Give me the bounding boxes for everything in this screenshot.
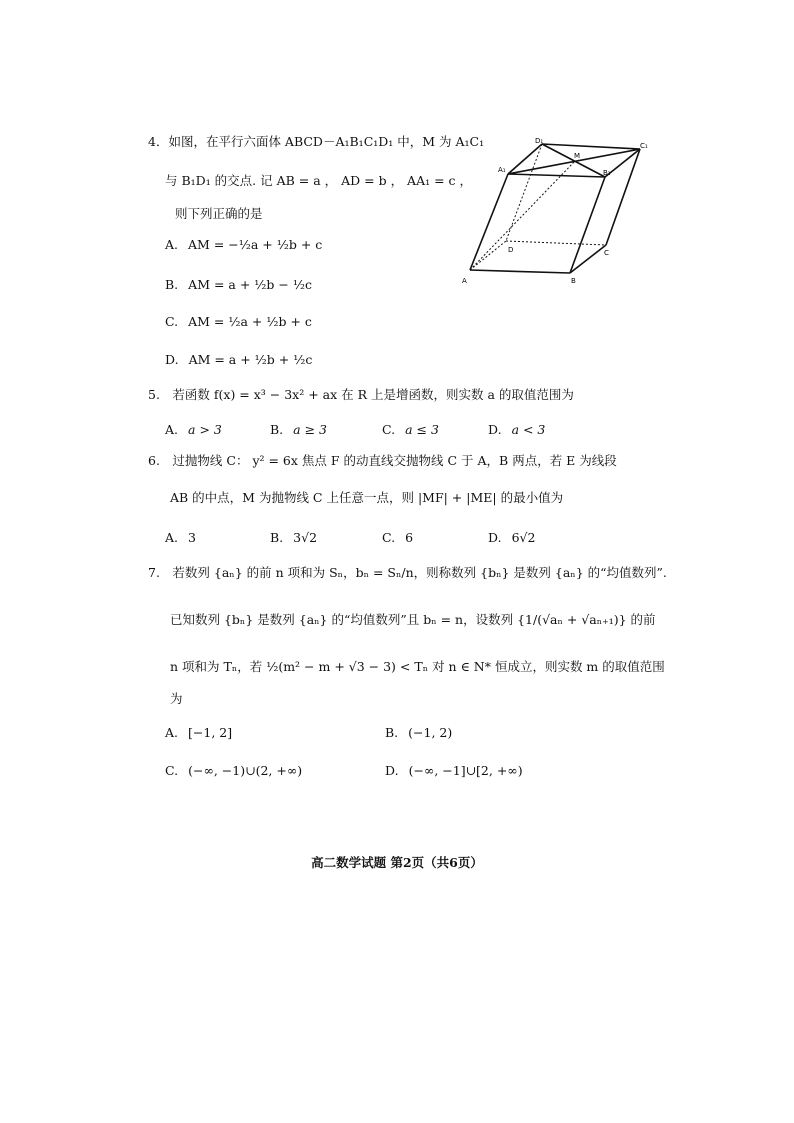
option-text: AM = −½a + ½b + c: [188, 237, 323, 252]
q7-option-c[interactable]: [165, 763, 302, 778]
q7-option-b[interactable]: [385, 725, 452, 740]
option-text: AM = a + ½b + ½c: [188, 352, 313, 367]
option-label: B.: [385, 725, 399, 740]
option-text: AM = a + ½b − ½c: [188, 277, 312, 292]
vertex-label-b: B: [571, 277, 576, 285]
q5-stem: 5. 若函数 f(x) = x³ − 3x² + ax 在 R 上是增函数，则实数 a 的取值范围为: [148, 387, 574, 402]
q7-line3: n 项和为 Tₙ，若 ½(m² − m + √3 − 3) < Tₙ 对 n ∈ N* 恒成立，则实数 m 的取值范围: [170, 659, 665, 674]
vertex-label-b1: B₁: [603, 169, 611, 177]
option-label: A.: [165, 237, 179, 252]
vertex-label-a: A: [462, 277, 467, 285]
option-label: A.: [165, 422, 179, 437]
option-text: a ≤ 3: [405, 422, 439, 437]
q6-option-b[interactable]: [270, 530, 317, 545]
option-label: B.: [270, 530, 284, 545]
q4-option-c[interactable]: [165, 314, 312, 329]
option-text: (−1, 2): [408, 725, 453, 740]
option-text: AM = ½a + ½b + c: [188, 314, 312, 329]
q4-line2: 与 B₁D₁ 的交点. 记 AB = a ， AD = b ， AA₁ = c ，: [165, 173, 473, 188]
q7-line1: 7. 若数列 {aₙ} 的前 n 项和为 Sₙ，bₙ = Sₙ/n，则称数列 {bₙ} 是数列 {aₙ} 的“均值数列”.: [148, 565, 667, 580]
q7-line4: 为: [170, 691, 183, 706]
option-label: D.: [165, 352, 179, 367]
q6-line2: AB 的中点，M 为抛物线 C 上任意一点，则 |MF| + |ME| 的最小值为: [170, 490, 564, 505]
q4-option-d[interactable]: [165, 352, 312, 367]
option-label: D.: [385, 763, 399, 778]
q6-option-d[interactable]: [488, 530, 535, 545]
vertex-label-a1: A₁: [498, 166, 506, 174]
option-text: 3√2: [293, 530, 318, 545]
q5-option-b[interactable]: [270, 422, 327, 437]
q7-line2: 已知数列 {bₙ} 是数列 {aₙ} 的“均值数列”且 bₙ = n，设数列 {1/(√aₙ + √aₙ₊₁)} 的前: [170, 612, 656, 627]
q4-line3: 则下列正确的是: [175, 206, 263, 221]
vertex-label-d1: D₁: [535, 137, 544, 145]
q6-option-c[interactable]: [382, 530, 413, 545]
option-label: A.: [165, 530, 179, 545]
q6-option-a[interactable]: [165, 530, 196, 545]
option-text: [−1, 2]: [188, 725, 233, 740]
option-text: 3: [188, 530, 196, 545]
option-text: a > 3: [188, 422, 222, 437]
option-text: (−∞, −1)∪(2, +∞): [188, 763, 303, 778]
q5-option-a[interactable]: [165, 422, 222, 437]
q5-option-d[interactable]: [488, 422, 545, 437]
point-label-m: M: [574, 152, 581, 160]
vertex-label-c1: C₁: [640, 142, 648, 150]
q7-option-a[interactable]: [165, 725, 232, 740]
q5-option-c[interactable]: [382, 422, 439, 437]
parallelepiped-figure: [460, 135, 660, 295]
vertex-label-d: D: [508, 246, 514, 254]
page-footer: 高二数学试题 第2页（共6页）: [311, 855, 483, 870]
option-label: D.: [488, 422, 502, 437]
option-label: C.: [165, 763, 179, 778]
q4-line1: 4．如图，在平行六面体 ABCD－A₁B₁C₁D₁ 中，M 为 A₁C₁: [148, 134, 485, 149]
option-label: D.: [488, 530, 502, 545]
option-label: B.: [270, 422, 284, 437]
q4-option-b[interactable]: [165, 277, 312, 292]
option-text: a ≥ 3: [293, 422, 327, 437]
option-text: (−∞, −1]∪[2, +∞): [408, 763, 523, 778]
option-label: B.: [165, 277, 179, 292]
q4-option-a[interactable]: [165, 237, 322, 252]
option-label: A.: [165, 725, 179, 740]
vertex-label-c: C: [604, 249, 609, 257]
option-label: C.: [165, 314, 179, 329]
option-label: C.: [382, 530, 396, 545]
option-text: 6√2: [511, 530, 536, 545]
option-text: 6: [405, 530, 414, 545]
q7-option-d[interactable]: [385, 763, 523, 778]
option-text: a < 3: [511, 422, 546, 437]
q6-line1: 6. 过抛物线 C： y² = 6x 焦点 F 的动直线交抛物线 C 于 A，B 两点，若 E 为线段: [148, 453, 617, 468]
option-label: C.: [382, 422, 396, 437]
